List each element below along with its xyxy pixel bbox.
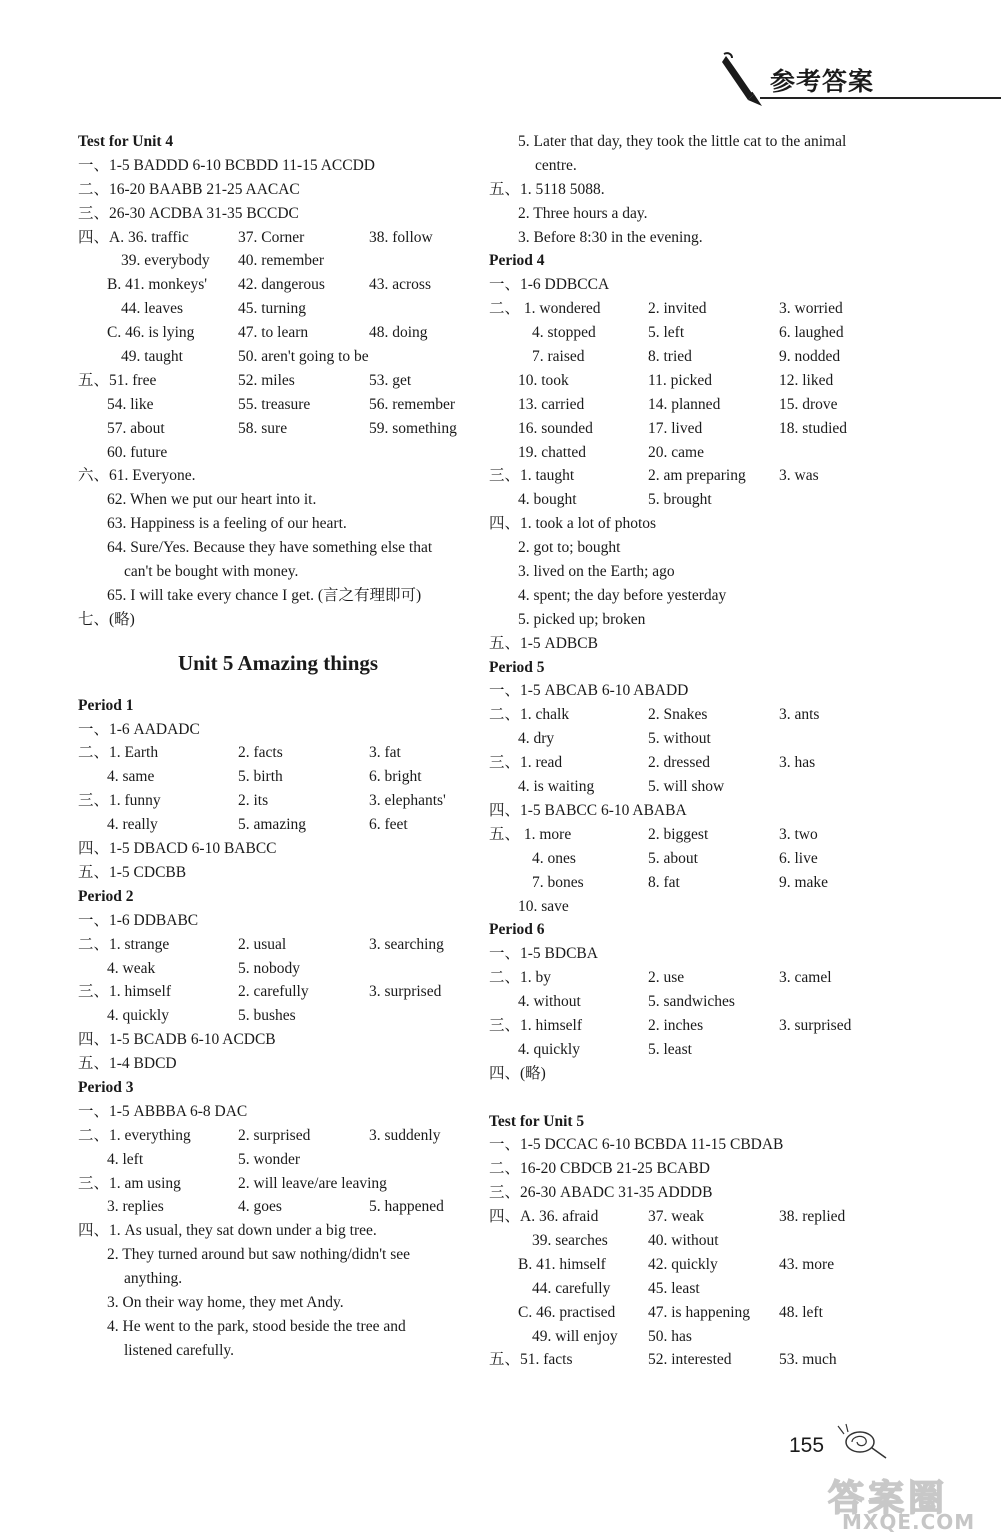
answer-line	[489, 942, 909, 966]
answer-cell: 2. dressed	[648, 754, 710, 772]
answer-cell: 3. was	[779, 467, 819, 485]
answer-cell: 二、1. everything	[78, 1126, 191, 1144]
answer-cell: 2. surprised	[238, 1126, 311, 1144]
answer-line	[78, 369, 478, 393]
answer-cell: 三、1. himself	[78, 983, 171, 1001]
answer-cell: 5. wonder	[238, 1150, 300, 1168]
answer-line	[78, 1267, 478, 1291]
answer-text: Period 4	[489, 252, 545, 270]
answer-cell: 6. laughed	[779, 324, 844, 342]
answer-cell: 二、1. Earth	[78, 744, 159, 762]
answer-cell: 4. dry	[518, 730, 555, 748]
answer-cell: 四、A. 36. afraid	[489, 1208, 599, 1226]
answer-text: 一、1-5 ABBBA 6-8 DAC	[78, 1102, 248, 1120]
answer-line	[78, 297, 478, 321]
answer-cell: 四、A. 36. traffic	[78, 228, 189, 246]
answer-cell: 54. like	[107, 395, 154, 413]
answer-text: 2. They turned around but saw nothing/didn't see	[107, 1246, 410, 1264]
answer-cell: 3. surprised	[369, 983, 442, 1001]
answer-cell: 5. brought	[648, 491, 712, 509]
answer-cell: 二、1. by	[489, 969, 552, 987]
answer-text: 四、1-5 DBACD 6-10 BABCC	[78, 840, 277, 858]
answer-cell: 2. am preparing	[648, 467, 746, 485]
answer-cell: 15. drove	[779, 395, 838, 413]
answer-cell: 9. make	[779, 873, 829, 891]
answer-text: 六、61. Everyone.	[78, 467, 196, 485]
answer-line	[489, 1301, 909, 1325]
answer-cell: 5. least	[648, 1040, 692, 1058]
answer-line	[78, 909, 478, 933]
answer-cell: 5. nobody	[238, 959, 300, 977]
answer-text: 一、1-6 DDBABC	[78, 911, 199, 929]
answer-line	[78, 560, 478, 584]
blank-line	[489, 1086, 909, 1110]
answer-cell: 43. more	[779, 1255, 835, 1273]
answer-cell: 12. liked	[779, 371, 834, 389]
answer-cell: 2. will leave/are leaving	[238, 1174, 387, 1192]
answer-cell: 5. bushes	[238, 1007, 296, 1025]
answer-cell: 4. stopped	[532, 324, 596, 342]
answer-cell: 4. same	[107, 768, 155, 786]
answer-text: centre.	[535, 156, 577, 174]
answer-line	[78, 718, 478, 742]
answer-line	[78, 464, 478, 488]
answer-text: 3. Before 8:30 in the evening.	[518, 228, 703, 246]
answer-cell: 4. quickly	[107, 1007, 169, 1025]
answer-line	[78, 1243, 478, 1267]
answer-cell: 39. searches	[532, 1231, 608, 1249]
answer-text: 一、1-6 DDBCCA	[489, 276, 610, 294]
watermark-url: MXQE.COM	[842, 1510, 976, 1534]
answer-cell: 53. get	[369, 371, 412, 389]
answer-line	[489, 799, 909, 823]
answer-text: 一、1-5 ABCAB 6-10 ABADD	[489, 682, 689, 700]
answer-line	[489, 1133, 909, 1157]
answer-line	[489, 1348, 909, 1372]
answer-text: 三、26-30 ACDBA 31-35 BCCDC	[78, 204, 299, 222]
answer-line	[78, 393, 478, 417]
answer-line	[489, 1062, 909, 1086]
section-heading	[489, 1110, 909, 1134]
answer-cell: 4. left	[107, 1150, 144, 1168]
answer-line	[489, 679, 909, 703]
unit-title: Unit 5 Amazing things	[177, 650, 379, 675]
answer-cell: 8. fat	[648, 873, 680, 891]
answer-line	[78, 1148, 478, 1172]
answer-cell: 47. is happening	[648, 1303, 751, 1321]
answer-text: 5. Later that day, they took the little cat to the animal	[518, 133, 847, 150]
answer-cell: 2. carefully	[238, 983, 309, 1001]
answer-cell: 3. camel	[779, 969, 832, 987]
answer-cell: 3. fat	[369, 744, 401, 762]
answer-cell: 5. will show	[648, 778, 725, 796]
answer-line	[489, 393, 909, 417]
answer-cell: 五、51. free	[78, 371, 157, 389]
answer-line	[78, 980, 478, 1004]
answer-text: can't be bought with money.	[124, 563, 299, 581]
answer-cell: 53. much	[779, 1351, 837, 1369]
answer-cell: 52. miles	[238, 371, 295, 389]
answer-cell: 三、1. himself	[489, 1016, 582, 1034]
answer-cell: C. 46. is lying	[107, 324, 195, 342]
answer-cell: 三、1. taught	[489, 467, 575, 485]
answer-line	[78, 1291, 478, 1315]
answer-cell: 4. weak	[107, 959, 156, 977]
answer-cell: 2. inches	[648, 1016, 704, 1034]
answer-cell: 4. quickly	[518, 1040, 580, 1058]
answer-text: Test for Unit 5	[489, 1112, 585, 1130]
answer-line	[489, 1038, 909, 1062]
answer-cell: 6. live	[779, 849, 818, 867]
section-heading	[78, 694, 478, 718]
answer-line	[489, 130, 909, 154]
answer-cell: 52. interested	[648, 1351, 732, 1369]
answer-cell: 49. will enjoy	[532, 1327, 618, 1345]
answer-line	[489, 1253, 909, 1277]
answer-cell: 2. invited	[648, 300, 707, 318]
answer-line	[489, 775, 909, 799]
answer-line	[489, 703, 909, 727]
answer-cell: 3. replies	[107, 1198, 164, 1216]
answer-line	[78, 512, 478, 536]
answer-cell: 45. turning	[238, 300, 307, 318]
answer-line	[78, 1100, 478, 1124]
answer-cell: 44. leaves	[121, 300, 183, 318]
answer-line	[489, 990, 909, 1014]
answer-line	[489, 536, 909, 560]
answer-line	[489, 632, 909, 656]
answer-line	[489, 584, 909, 608]
answer-line	[78, 441, 478, 465]
answer-text: 4. He went to the park, stood beside the tree and	[107, 1317, 406, 1335]
answer-text: Test for Unit 4	[78, 133, 174, 150]
answer-cell: 3. elephants'	[369, 792, 446, 810]
answer-text: 五、1-5 ADBCB	[489, 634, 598, 652]
answer-cell: 11. picked	[648, 371, 712, 389]
answer-cell: 2. facts	[238, 744, 283, 762]
answer-cell: 42. quickly	[648, 1255, 718, 1273]
answer-text: 64. Sure/Yes. Because they have something else that	[107, 539, 433, 557]
answer-cell: 8. tried	[648, 348, 692, 366]
answer-cell: 48. doing	[369, 324, 428, 342]
answer-line	[489, 1014, 909, 1038]
answer-line	[78, 321, 478, 345]
answer-line	[78, 154, 478, 178]
answer-cell: 37. weak	[648, 1208, 704, 1226]
answer-text: 七、(略)	[78, 610, 135, 628]
answer-line	[78, 417, 478, 441]
answer-line	[489, 1157, 909, 1181]
answer-line	[489, 727, 909, 751]
answer-text: 五、1. 5118 5088.	[489, 180, 605, 198]
answer-text: 四、1-5 BABCC 6-10 ABABA	[489, 801, 687, 819]
answer-cell: 55. treasure	[238, 395, 311, 413]
answer-text: 四、1. took a lot of photos	[489, 515, 657, 533]
answer-line	[489, 441, 909, 465]
answer-line	[78, 249, 478, 273]
answer-line	[489, 202, 909, 226]
answer-line	[489, 417, 909, 441]
answer-line	[78, 1172, 478, 1196]
answer-cell: 三、1. am using	[78, 1174, 181, 1192]
answer-cell: 5. happened	[369, 1198, 444, 1216]
answer-line	[78, 741, 478, 765]
answer-line	[489, 369, 909, 393]
answer-cell: 4. is waiting	[518, 778, 595, 796]
answer-line	[489, 751, 909, 775]
answer-line	[78, 789, 478, 813]
answer-text: 二、16-20 BAABB 21-25 AACAC	[78, 180, 300, 198]
answer-cell: 50. has	[648, 1327, 692, 1345]
answer-line	[489, 895, 909, 919]
answer-cell: 2. its	[238, 792, 269, 810]
answer-text: 62. When we put our heart into it.	[107, 491, 317, 509]
answer-cell: 40. remember	[238, 252, 325, 270]
answer-cell: 2. Snakes	[648, 706, 708, 724]
answer-line	[78, 1052, 478, 1076]
section-heading	[489, 656, 909, 680]
answer-line	[489, 847, 909, 871]
answer-text: 四、(略)	[489, 1064, 546, 1082]
answer-cell: 5. birth	[238, 768, 283, 786]
answer-cell: C. 46. practised	[518, 1303, 616, 1321]
answer-line	[489, 871, 909, 895]
answer-line	[489, 1205, 909, 1229]
answer-cell: 20. came	[648, 443, 704, 461]
answer-cell: 19. chatted	[518, 443, 587, 461]
answer-cell: 17. lived	[648, 419, 703, 437]
answer-line	[78, 957, 478, 981]
answer-text: Period 5	[489, 658, 545, 676]
answer-line	[489, 1181, 909, 1205]
answer-text: 三、26-30 ABADC 31-35 ADDDB	[489, 1184, 713, 1202]
answer-cell: 56. remember	[369, 395, 456, 413]
answer-line	[489, 464, 909, 488]
answer-cell: 三、1. funny	[78, 792, 161, 810]
answer-line	[78, 837, 478, 861]
answer-line	[78, 178, 478, 202]
answer-text: Period 3	[78, 1078, 134, 1096]
answer-cell: 43. across	[369, 276, 431, 294]
answer-line	[489, 226, 909, 250]
answer-cell: 2. usual	[238, 935, 287, 953]
answer-text: 一、1-5 BDCBA	[489, 945, 598, 963]
left-answer-column	[78, 130, 478, 1363]
answer-text: Period 2	[78, 887, 134, 905]
answer-cell: 6. feet	[369, 816, 408, 834]
answer-cell: 40. without	[648, 1231, 719, 1249]
answer-cell: 13. carried	[518, 395, 585, 413]
answer-cell: 五、51. facts	[489, 1351, 573, 1369]
answer-line	[78, 1339, 478, 1363]
answer-line	[78, 1315, 478, 1339]
answer-cell: 4. bought	[518, 491, 577, 509]
header-rule	[760, 97, 1001, 99]
answer-line	[489, 823, 909, 847]
answer-text: anything.	[124, 1270, 183, 1288]
answer-cell: 3. surprised	[779, 1016, 852, 1034]
answer-cell: 2. use	[648, 969, 685, 987]
answer-cell: 47. to learn	[238, 324, 309, 342]
answer-line	[78, 584, 478, 608]
answer-line	[489, 273, 909, 297]
answer-cell: 57. about	[107, 419, 165, 437]
answer-text: listened carefully.	[124, 1341, 235, 1359]
answer-text: 4. spent; the day before yesterday	[518, 586, 727, 604]
answer-line	[78, 765, 478, 789]
answer-cell: 5. without	[648, 730, 711, 748]
answer-cell: 3. two	[779, 825, 818, 843]
answer-line	[78, 488, 478, 512]
answer-line	[489, 1277, 909, 1301]
answer-cell: 45. least	[648, 1279, 700, 1297]
answer-line	[78, 861, 478, 885]
answer-cell: 50. aren't going to be	[238, 348, 369, 366]
answer-text: 3. On their way home, they met Andy.	[107, 1293, 344, 1311]
answer-cell: 3. suddenly	[369, 1126, 441, 1144]
answer-text: 一、1-5 BADDD 6-10 BCBDD 11-15 ACCDD	[78, 156, 375, 174]
answer-cell: 二、 1. wondered	[489, 300, 601, 318]
answer-cell: 二、1. strange	[78, 935, 170, 953]
answer-cell: 37. Corner	[238, 228, 305, 246]
answer-line	[78, 1028, 478, 1052]
answer-cell: 7. bones	[532, 873, 584, 891]
answer-line	[489, 178, 909, 202]
answer-line	[78, 345, 478, 369]
snail-doodle-icon	[830, 1420, 890, 1460]
answer-cell: B. 41. himself	[518, 1255, 606, 1273]
answer-text: 5. picked up; broken	[518, 610, 646, 628]
answer-text: 四、1-5 BCADB 6-10 ACDCB	[78, 1031, 276, 1049]
answer-cell: 49. taught	[121, 348, 183, 366]
section-heading	[78, 130, 478, 154]
answer-cell: 3. searching	[369, 935, 444, 953]
answer-line	[489, 966, 909, 990]
answer-line	[489, 560, 909, 584]
answer-text: 四、1. As usual, they sat down under a big tree.	[78, 1222, 377, 1240]
answer-line	[78, 933, 478, 957]
answer-cell: B. 41. monkeys'	[107, 276, 208, 294]
answer-line	[78, 1124, 478, 1148]
section-heading	[489, 918, 909, 942]
answer-cell: 10. save	[518, 897, 569, 915]
answer-cell: 38. follow	[369, 228, 433, 246]
page-number: 155	[789, 1434, 825, 1457]
page-header	[0, 0, 1001, 120]
right-answer-column	[489, 130, 909, 1372]
answer-text: 65. I will take every chance I get. (言之有理即可)	[107, 586, 422, 604]
answer-cell: 4. ones	[532, 849, 576, 867]
answer-text: 五、1-5 CDCBB	[78, 863, 187, 881]
answer-cell: 5. sandwiches	[648, 993, 735, 1011]
answer-text: Period 6	[489, 921, 545, 939]
answer-line	[78, 813, 478, 837]
answer-line	[78, 536, 478, 560]
answer-cell: 4. without	[518, 993, 581, 1011]
watermark-logo-text: 答案圈	[828, 1478, 949, 1519]
answer-line	[489, 1325, 909, 1349]
answer-text: 2. Three hours a day.	[518, 204, 648, 222]
answer-cell: 3. ants	[779, 706, 820, 724]
answer-line	[489, 321, 909, 345]
header-title: 参考答案	[770, 67, 875, 96]
answer-cell: 18. studied	[779, 419, 848, 437]
answer-cell: 16. sounded	[518, 419, 593, 437]
answer-cell: 39. everybody	[121, 252, 210, 270]
answer-cell: 五、 1. more	[489, 825, 572, 843]
answer-text: 3. lived on the Earth; ago	[518, 563, 675, 581]
answer-text: 五、1-4 BDCD	[78, 1055, 177, 1073]
section-heading	[489, 249, 909, 273]
answer-line	[78, 202, 478, 226]
answer-cell: 三、1. read	[489, 754, 563, 772]
site-watermark	[828, 1470, 996, 1532]
answer-cell: 7. raised	[532, 348, 585, 366]
answer-line	[78, 1004, 478, 1028]
answer-cell: 5. left	[648, 324, 685, 342]
answer-cell: 58. sure	[238, 419, 288, 437]
answer-cell: 4. really	[107, 816, 158, 834]
answer-line	[489, 297, 909, 321]
answer-line	[489, 488, 909, 512]
answer-line	[489, 608, 909, 632]
answer-text: Period 1	[78, 696, 134, 714]
answer-cell: 48. left	[779, 1303, 823, 1321]
answer-cell: 6. bright	[369, 768, 422, 786]
section-heading	[78, 885, 478, 909]
answer-cell: 3. worried	[779, 300, 843, 318]
section-heading	[78, 1076, 478, 1100]
answer-line	[489, 1229, 909, 1253]
answer-cell: 5. amazing	[238, 816, 307, 834]
answer-cell: 2. biggest	[648, 825, 709, 843]
answer-cell: 10. took	[518, 371, 569, 389]
answer-text: 2. got to; bought	[518, 539, 621, 557]
answer-cell: 二、1. chalk	[489, 706, 570, 724]
answer-line	[78, 1219, 478, 1243]
answer-cell: 14. planned	[648, 395, 721, 413]
answer-cell: 9. nodded	[779, 348, 841, 366]
answer-cell: 59. something	[369, 419, 457, 437]
answer-text: 63. Happiness is a feeling of our heart.	[107, 515, 347, 533]
answer-cell: 3. has	[779, 754, 816, 772]
pen-icon	[718, 50, 776, 108]
answer-cell: 42. dangerous	[238, 276, 325, 294]
answer-cell: 5. about	[648, 849, 698, 867]
answer-cell: 44. carefully	[532, 1279, 611, 1297]
answer-line	[489, 154, 909, 178]
answer-line	[78, 608, 478, 632]
answer-line	[78, 226, 478, 250]
answer-cell: 38. replied	[779, 1208, 846, 1226]
answer-line	[489, 512, 909, 536]
answer-text: 一、1-5 DCCAC 6-10 BCBDA 11-15 CBDAB	[489, 1136, 784, 1154]
answer-line	[78, 273, 478, 297]
answer-line	[489, 345, 909, 369]
answer-cell: 4. goes	[238, 1198, 282, 1216]
answer-line	[78, 1195, 478, 1219]
answer-text: 二、16-20 CBDCB 21-25 BCABD	[489, 1160, 710, 1178]
answer-text: 一、1-6 AADADC	[78, 720, 200, 738]
answer-cell: 60. future	[107, 443, 168, 461]
